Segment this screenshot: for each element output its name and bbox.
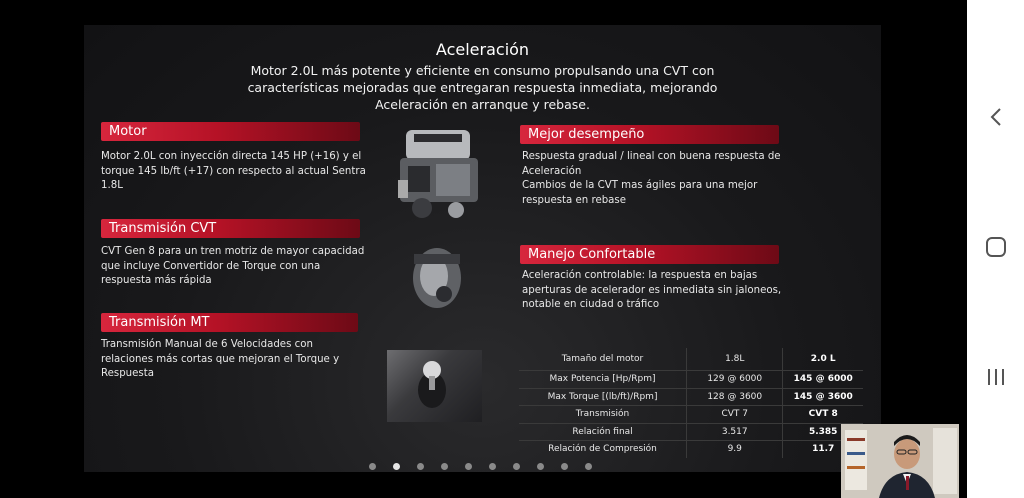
- system-navigation-bar: [967, 0, 1024, 498]
- table-row: [519, 388, 863, 406]
- section-text-manejo: Aceleración controlable: la respuesta en bajas aperturas de acelerador es inmediata sin jaloneos, notable en ciudad o tráfico: [522, 270, 782, 310]
- table-cell: 11.7: [812, 444, 835, 455]
- gear-shifter-image: [387, 350, 482, 422]
- page-dot[interactable]: [417, 463, 424, 470]
- page-indicator: [369, 463, 592, 470]
- table-cell: 3.517: [687, 423, 783, 441]
- table-cell: 145 @ 6000: [783, 371, 863, 389]
- table-cell: Tamaño del motor: [519, 348, 687, 371]
- home-icon[interactable]: [983, 234, 1009, 260]
- table-cell: 9.9: [687, 441, 783, 458]
- table-cell: Relación de Compresión: [519, 441, 687, 458]
- table-row: [519, 423, 863, 441]
- table-cell: Transmisión: [519, 406, 687, 424]
- page-dot[interactable]: [393, 463, 400, 470]
- table-cell: 5.385: [783, 423, 863, 441]
- table-row: [519, 441, 863, 458]
- page-dot[interactable]: [369, 463, 376, 470]
- page-dot[interactable]: [585, 463, 592, 470]
- page-dot[interactable]: [465, 463, 472, 470]
- table-cell: 2.0 L: [783, 348, 863, 371]
- table-cell: 145 @ 3600: [783, 388, 863, 406]
- table-cell: 1.8L: [687, 348, 783, 371]
- section-heading-motor: Motor: [101, 122, 360, 141]
- page-dot[interactable]: [489, 463, 496, 470]
- table-cell: 128 @ 3600: [687, 388, 783, 406]
- section-heading-mt: Transmisión MT: [101, 313, 358, 332]
- recents-icon[interactable]: [983, 364, 1009, 390]
- slide-title: Aceleración: [435, 40, 530, 59]
- table-cell: CVT 7: [687, 406, 783, 424]
- table-cell: CVT 8: [783, 406, 863, 424]
- presentation-slide: [84, 25, 881, 472]
- section-heading-manejo: Manejo Confortable: [520, 245, 779, 264]
- page-dot[interactable]: [513, 463, 520, 470]
- section-text-mt: Transmisión Manual de 6 Velocidades con relaciones más cortas que mejoran el Torque y Respuesta: [101, 339, 340, 379]
- transmission-image: [404, 238, 470, 316]
- table-cell: Max Torque [(lb/ft)/Rpm]: [519, 388, 687, 406]
- engine-image: [392, 120, 488, 225]
- table-row: [519, 348, 863, 371]
- spec-table: [519, 348, 863, 458]
- table-row: [519, 406, 863, 424]
- table-cell: Max Potencia [Hp/Rpm]: [519, 371, 687, 389]
- back-icon[interactable]: [983, 104, 1009, 130]
- table-cell: 129 @ 6000: [687, 371, 783, 389]
- page-dot[interactable]: [561, 463, 568, 470]
- section-text-cvt: CVT Gen 8 para un tren motriz de mayor capacidad que incluye Convertidor de Torque con una respuesta más rápida: [101, 246, 365, 286]
- page-dot[interactable]: [537, 463, 544, 470]
- participant-video[interactable]: [841, 424, 959, 498]
- section-heading-cvt: Transmisión CVT: [101, 219, 360, 238]
- slide-subtitle: Motor 2.0L más potente y eficiente en consumo propulsando una CVT con características mejoradas que entregaran respuesta inmediata, mejorando Aceleración en arranque y rebase.: [247, 63, 718, 112]
- section-text-desempeno: Respuesta gradual / lineal con buena respuesta de Aceleración Cambios de la CVT mas ágiles para una mejor respuesta en rebase: [522, 151, 781, 206]
- table-row: [519, 371, 863, 389]
- table-cell: Relación final: [519, 423, 687, 441]
- section-heading-desempeno: Mejor desempeño: [520, 125, 779, 144]
- section-text-motor: Motor 2.0L con inyección directa 145 HP (+16) y el torque 145 lb/ft (+17) con respecto al actual Sentra 1.8L: [101, 151, 366, 191]
- page-dot[interactable]: [441, 463, 448, 470]
